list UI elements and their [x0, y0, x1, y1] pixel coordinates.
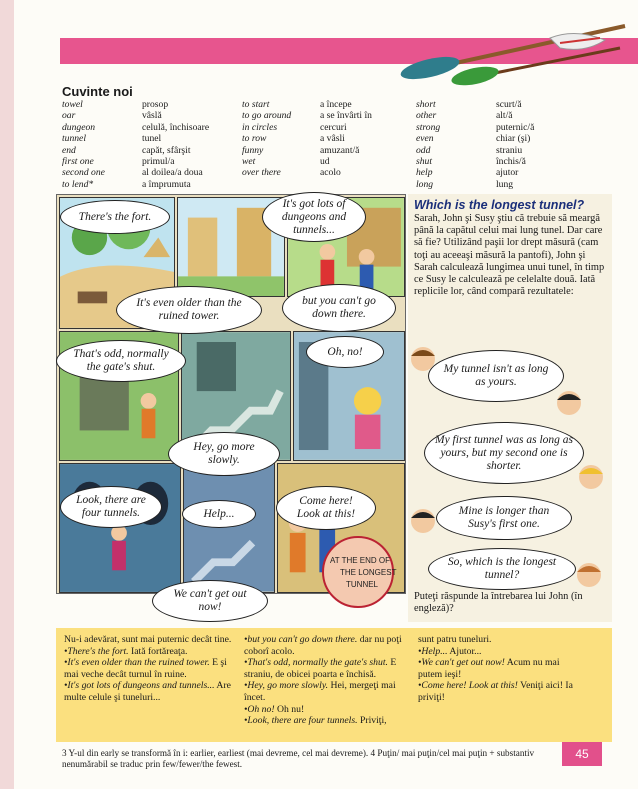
translation-en: •There's the fort.	[64, 645, 129, 657]
bubble-oh-no: Oh, no!	[306, 336, 384, 368]
vocab-english: dungeon	[62, 121, 96, 133]
bubble-four-tunnels: Look, there are four tunnels.	[60, 486, 162, 528]
comic-panel-four-tunnels	[59, 463, 181, 593]
vocab-row	[242, 99, 372, 110]
translation-ro: Oh nu!	[274, 703, 305, 715]
bubble-sarah: My first tunnel was as long as yours, but my second one is shorter.	[424, 422, 584, 484]
sign-line-1: AT THE END OF	[330, 556, 391, 565]
comic-strip	[56, 194, 406, 594]
vocab-row	[242, 122, 372, 133]
page-number: 45	[562, 742, 602, 766]
translation-en: •Help...	[418, 645, 448, 657]
translation-column-3	[418, 634, 578, 704]
vocab-romanian: al doilea/a doua	[142, 167, 203, 179]
face-girl-illustration	[574, 560, 604, 590]
translation-column-1	[64, 634, 234, 704]
vocab-english: strong	[416, 121, 441, 133]
translation-en: •Come here! Look at this!	[418, 680, 518, 692]
vocab-english: even	[416, 133, 434, 145]
vocab-row	[416, 179, 534, 190]
translation-en: •but you can't go down there.	[244, 634, 358, 645]
face-boy-illustration	[408, 506, 438, 536]
translation-en: •We can't get out now!	[418, 657, 505, 669]
vocab-english: to row	[242, 133, 267, 145]
comic-panel-help	[183, 463, 275, 593]
vocab-english: long	[416, 178, 434, 190]
face-susy-illustration	[576, 462, 606, 492]
vocab-romanian: a împrumuta	[142, 178, 191, 190]
question-prompt: Puteţi răspunde la întrebarea lui John (în engleză)?	[414, 591, 583, 615]
vocab-romanian: a vâsli	[320, 133, 345, 145]
vocab-english: end	[62, 144, 76, 156]
bubble-john-1: My tunnel isn't as long as yours.	[428, 350, 564, 402]
translation-ro: Iată fortăreaţa.	[128, 645, 188, 657]
bubble-fort: There's the fort.	[60, 200, 170, 234]
translation-en: •That's odd, normally the gate's shut.	[244, 657, 388, 669]
paddles-illustration	[400, 18, 630, 88]
vocab-romanian: chiar (şi)	[496, 133, 531, 145]
vocab-english: in circles	[242, 121, 278, 133]
vocab-romanian: acolo	[320, 167, 341, 179]
footnote: 3 Y-ul din early se transformă în i: earlier, earliest (mai devreme, cel mai devreme). 4 Puţin/ mai puţin/cel mai puţin + substantiv nenumărabil se traduc prin few/fewer/the fewest.	[62, 748, 535, 769]
bubble-cant-get-out: We can't get out now!	[152, 580, 268, 622]
page-edge-strip	[0, 0, 14, 789]
vocab-column-3	[416, 99, 534, 190]
vocab-english: other	[416, 110, 437, 122]
sign-line-2: THE LONGEST	[340, 568, 397, 577]
translation-en: •Oh no!	[244, 703, 275, 715]
vocab-romanian: scurt/ă	[496, 99, 522, 110]
vocab-row	[416, 99, 534, 110]
translation-ro: Ajutor...	[447, 645, 482, 657]
sign-line-3: TUNNEL	[346, 580, 379, 589]
vocab-row	[62, 122, 209, 133]
vocab-column-1	[62, 99, 209, 190]
translation-ro: Are multe celule şi tuneluri...	[64, 680, 231, 703]
vocab-row	[242, 145, 372, 156]
vocab-row	[62, 99, 209, 110]
vocab-row	[62, 110, 209, 121]
vocab-row	[62, 145, 209, 156]
question-title: Which is the longest tunnel?	[414, 198, 585, 212]
vocab-romanian: ajutor	[496, 167, 519, 179]
vocab-romanian: cercuri	[320, 121, 347, 133]
translation-ro: Priviţi,	[357, 715, 387, 727]
vocab-title: Cuvinte noi	[62, 84, 133, 99]
vocab-english: shut	[416, 156, 432, 168]
bubble-john-2: Mine is longer than Susy's first one.	[436, 496, 572, 540]
translation-ro: E şi mai veche decât turnul în ruine.	[64, 657, 227, 680]
vocab-english: second one	[62, 167, 105, 179]
translation-ro: Hei, mergeţi mai încet.	[244, 680, 396, 703]
translation-ro: dar nu poţi coborî acolo.	[244, 634, 402, 657]
bubble-dungeons: It's got lots of dungeons and tunnels...	[262, 192, 366, 242]
vocab-row	[242, 156, 372, 167]
vocab-romanian: puternic/ă	[496, 121, 535, 133]
bubble-come-here: Come here! Look at this!	[276, 486, 376, 530]
vocab-romanian: amuzant/ă	[320, 144, 360, 156]
vocab-english: odd	[416, 144, 431, 156]
vocab-english: help	[416, 167, 433, 179]
vocab-row	[242, 167, 372, 178]
vocab-romanian: lung	[496, 178, 514, 190]
vocab-romanian: tunel	[142, 133, 162, 145]
translation-en: •Hey, go more slowly.	[244, 680, 329, 692]
vocab-romanian: prosop	[142, 99, 169, 110]
translation-column-2	[244, 634, 408, 727]
vocab-romanian: capăt, sfârşit	[142, 144, 191, 156]
translation-line: sunt patru tuneluri.	[418, 634, 492, 645]
vocab-english: wet	[242, 156, 256, 168]
vocab-english: oar	[62, 110, 76, 122]
vocab-english: to start	[242, 99, 270, 110]
translation-ro: E straniu, de obicei poarta e închisă.	[244, 657, 397, 680]
vocab-romanian: închis/ă	[496, 156, 526, 168]
translation-ro: Acum nu mai putem ieşi!	[418, 657, 560, 680]
vocab-row	[242, 110, 372, 121]
translation-line: Nu-i adevărat, sunt mai puternic decât tine.	[64, 634, 232, 645]
translation-en: •It's even older than the ruined tower.	[64, 657, 210, 669]
translation-ro: Veniţi aici! Ia priviţi!	[418, 680, 573, 703]
vocab-romanian: ud	[320, 156, 330, 168]
translation-en: •Look, there are four tunnels.	[244, 715, 358, 727]
vocab-row	[416, 110, 534, 121]
vocab-english: over there	[242, 167, 281, 179]
question-text: Sarah, John şi Susy ştiu că trebuie să meargă până la capătul celui mai lung tunel. Dar care să fie? Utilizând paşii lor drept măsură (cam toţi au aceeaşi măsură la pantofi), John şi Sarah calculează lungimea unui tunel, în timp ce Susy le calculează pe celelalte două. Iată replicile lor, când compară rezultatele:	[414, 213, 605, 298]
face-sarah-illustration	[554, 388, 584, 418]
vocab-row	[62, 167, 209, 178]
vocab-row	[62, 179, 209, 190]
face-john-illustration	[408, 344, 438, 374]
vocab-row	[416, 133, 534, 144]
vocab-row	[242, 133, 372, 144]
bubble-odd: That's odd, normally the gate's shut.	[56, 340, 186, 382]
vocab-english: to lend*	[62, 178, 94, 190]
vocab-english: first one	[62, 156, 94, 168]
vocab-romanian: primul/a	[142, 156, 175, 168]
bubble-help: Help...	[182, 500, 256, 528]
vocab-romanian: a se învârti în	[320, 110, 372, 122]
vocab-row	[416, 156, 534, 167]
vocab-romanian: a începe	[320, 99, 352, 110]
vocab-english: towel	[62, 99, 83, 110]
bubble-older: It's even older than the ruined tower.	[116, 286, 262, 334]
vocab-romanian: vâslă	[142, 110, 162, 122]
bubble-slowly: Hey, go more slowly.	[168, 432, 280, 476]
vocab-row	[62, 133, 209, 144]
vocab-english: to go around	[242, 110, 292, 122]
vocab-row	[416, 122, 534, 133]
bubble-cant-go: but you can't go down there.	[282, 284, 396, 332]
vocab-column-2	[242, 99, 372, 179]
vocab-romanian: celulă, închisoare	[142, 121, 210, 133]
bubble-susy: So, which is the longest tunnel?	[428, 548, 576, 590]
translation-en: •It's got lots of dungeons and tunnels...	[64, 680, 215, 692]
vocab-english: tunnel	[62, 133, 86, 145]
vocab-romanian: straniu	[496, 144, 523, 156]
vocab-row	[62, 156, 209, 167]
vocab-row	[416, 145, 534, 156]
vocab-romanian: alt/ă	[496, 110, 513, 122]
vocab-row	[416, 167, 534, 178]
vocab-english: short	[416, 99, 436, 110]
vocab-english: funny	[242, 144, 264, 156]
